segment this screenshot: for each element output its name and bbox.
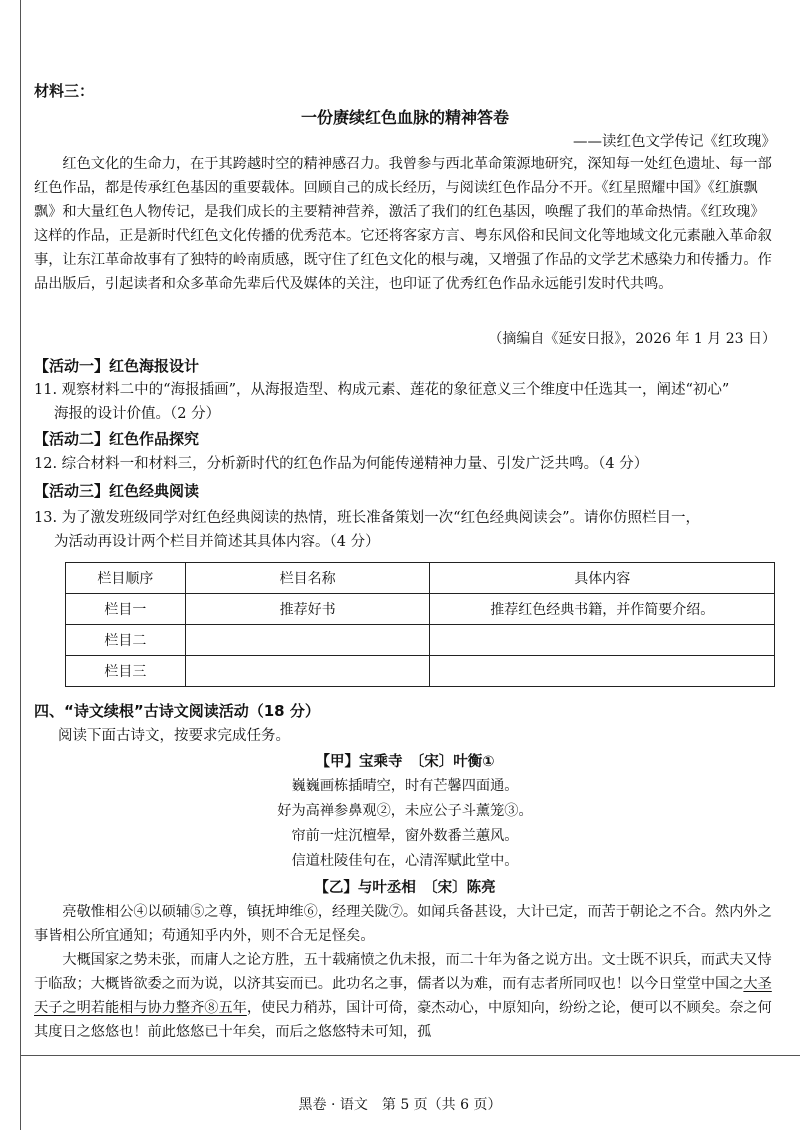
poem-line: 好为高禅参鼻观②，未应公子斗薰笼③。 [277,803,533,819]
table-cell-blank [430,656,775,687]
table-cell: 栏目二 [66,625,186,656]
table-header-cell: 具体内容 [430,563,775,594]
section4-instruction: 阅读下面古诗文，按要求完成任务。 [58,728,290,744]
material3-paragraph: 红色文化的生命力，在于其跨越时空的精神感召力。我曾参与西北革命策源地研究，深知每一处红色遗址、每一部红色作品，都是传承红色基因的重要载体。回顾自己的成长经历，与阅读红色作品分不开。《红星照耀中国》《红旗飘飘》和大量红色人物传记，是我们成长的主要精神营养，激活了我们的红色基因，唤醒了我们的革命热情。《红玫瑰》这样的作品，正是新时代红色文化传播的优秀范本。它还将客家方言、粤东风俗和民间文化等地域文化元素融入革命叙事，让东江革命故事有了独特的岭南质感，既守住了红色文化的根与魂，又增强了作品的文学艺术感染力和传播力。作品出版后，引起读者和众多革命先辈后代及媒体的关注，也印证了优秀红色作品永远能引发时代共鸣。 [34,156,772,292]
material3-source: （摘编自《延安日报》，2026 年 1 月 23 日） [488,331,776,347]
material3-body [34,152,776,296]
activity1-heading: 【活动一】红色海报设计 [34,357,200,375]
material3-subtitle: ——读红色文学传记《红玫瑰》 [573,134,776,150]
activity2-heading: 【活动二】红色作品探究 [34,430,200,448]
table-header-row [66,563,775,594]
table-header-cell: 栏目顺序 [66,563,186,594]
table-cell: 栏目三 [66,656,186,687]
underlined-sentence: 大圣天子之明若能相与协力整齐⑧五年 [34,976,772,1016]
table-cell-blank [430,625,775,656]
prose-text: 大概国家之势未张，而庸人之论方胜，五十载痛愤之仇未报，而二十年为备之说方出。文士既不识兵，而武夫又恃于临敌；大概皆欲委之而为说，以济其妄而已。此功名之事，儒者以为难，而有志者所同叹也！以今日堂堂中国之 [34,952,772,992]
table-header-cell: 栏目名称 [185,563,430,594]
table-cell: 栏目一 [66,594,186,625]
table-row [66,656,775,687]
table-cell-blank [185,656,430,687]
material3-label: 材料三： [34,82,95,100]
table-row [66,594,775,625]
question-12: 12. 综合材料一和材料三，分析新时代的红色作品为何能传递精神力量、引发广泛共鸣。（4 分） [34,456,649,472]
page-footer: 黑卷 · 语文 第 5 页（共 6 页） [298,1097,502,1113]
poem-title: 【甲】宝乘寺 〔宋〕叶衡① [315,754,495,770]
poem-line: 信道杜陵佳句在，心清浑赋此堂中。 [291,853,519,869]
table-cell-blank [185,625,430,656]
column-design-table [65,562,775,687]
poem-line: 巍巍画栋插晴空，时有芒馨四面通。 [291,778,519,794]
prose-body [34,900,776,1044]
poem-body [34,774,776,874]
question-13: 13. 为了激发班级同学对红色经典阅读的热情，班长准备策划一次“红色经典阅读会”。请你仿照栏目一， [34,510,700,526]
table-cell: 推荐好书 [185,594,430,625]
question-11: 11. 观察材料二中的“海报插画”，从海报造型、构成元素、莲花的象征意义三个维度中任选其一，阐述“初心” [34,382,730,398]
prose-paragraph [34,948,776,1044]
footer-rule [20,1055,800,1056]
question-11-cont: 海报的设计价值。（2 分） [54,406,221,422]
prose-title: 【乙】与叶丞相 〔宋〕陈亮 [314,880,496,896]
material3-title: 一份赓续红色血脉的精神答卷 [300,108,509,127]
poem-line: 帘前一炷沉檀晕，窗外数番兰蕙风。 [291,828,519,844]
table-row [66,625,775,656]
section4-heading: 四、“诗文续根”古诗文阅读活动（18 分） [34,702,320,720]
left-margin-line [20,0,21,1130]
question-13-cont: 为活动再设计两个栏目并简述其具体内容。（4 分） [54,534,380,550]
prose-text: ，使民力稍苏，国计可倚，豪杰动心，中原知向，纷纷之论，便可以不顾矣。奈之何其度日之悠悠也！前此悠悠已十年矣，而后之悠悠特未可知，孤 [34,1000,772,1040]
activity3-heading: 【活动三】红色经典阅读 [34,482,200,500]
prose-paragraph: 亮敬惟相公④以硕辅⑤之尊，镇抚坤维⑥，经理关陇⑦。如闻兵备甚设，大计已定，而苦于朝论之不合。然内外之事皆相公所宜通知；苟通知乎内外，则不合无足怪矣。 [34,904,772,944]
table-cell: 推荐红色经典书籍，并作简要介绍。 [430,594,775,625]
